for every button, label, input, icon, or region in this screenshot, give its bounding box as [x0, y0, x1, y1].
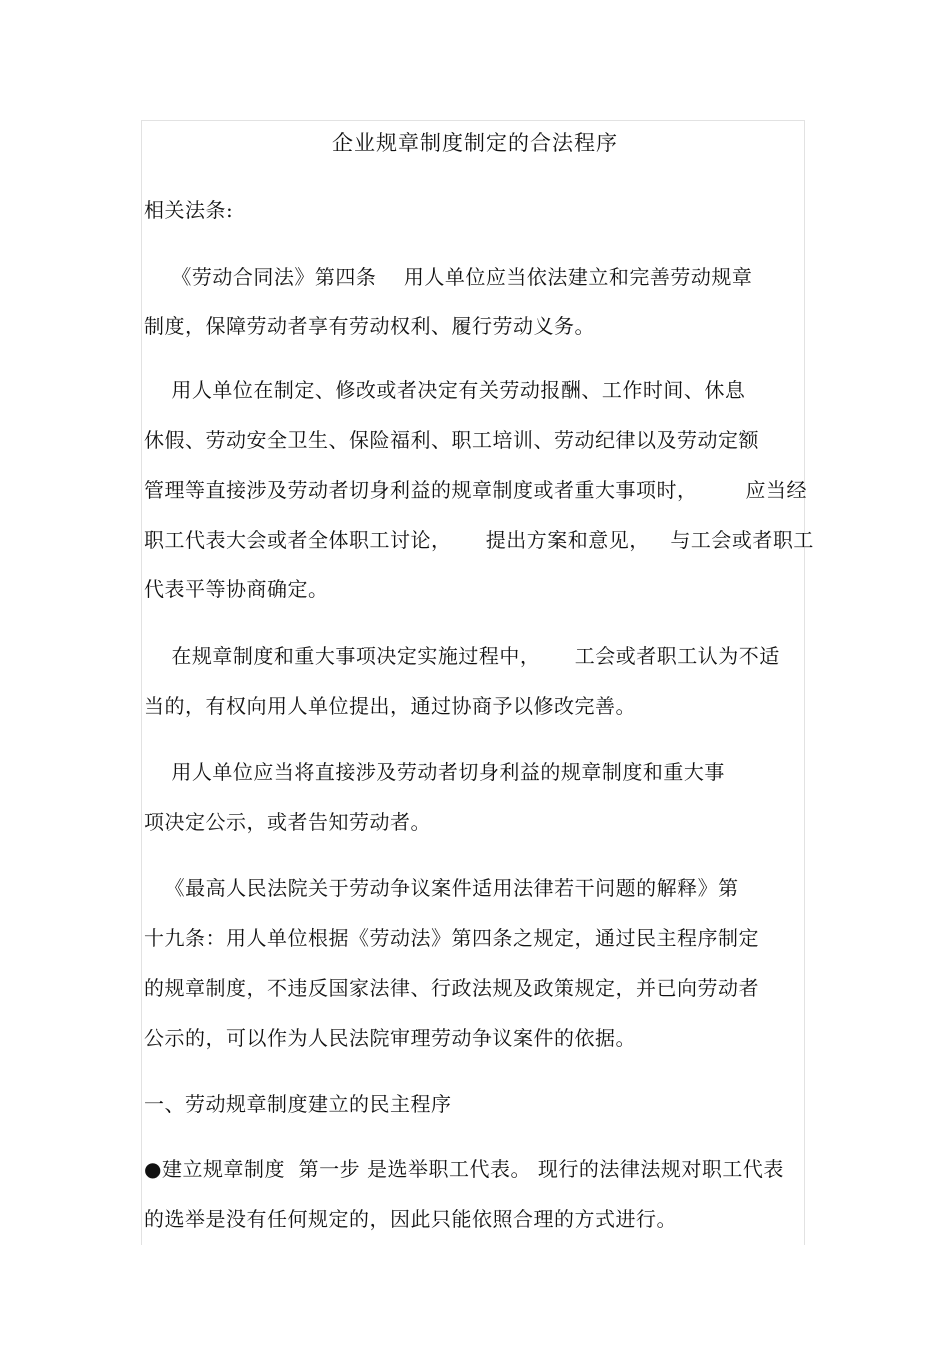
- paragraph-line: 管理等直接涉及劳动者切身利益的规章制度或者重大事项时， 应当经: [144, 478, 808, 502]
- paragraph-line: 当的，有权向用人单位提出，通过协商予以修改完善。: [144, 694, 636, 718]
- paragraph-line: 的选举是没有任何规定的，因此只能依照合理的方式进行。: [144, 1207, 677, 1231]
- related-law-heading: 相关法条:: [144, 198, 234, 222]
- paragraph-line: 代表平等协商确定。: [144, 577, 329, 601]
- paragraph-line: 在规章制度和重大事项决定实施过程中， 工会或者职工认为不适: [144, 644, 780, 668]
- paragraph-line: 用人单位应当将直接涉及劳动者切身利益的规章制度和重大事: [144, 760, 725, 784]
- document-title: 企业规章制度制定的合法程序: [332, 131, 618, 155]
- paragraph-line: 《最高人民法院关于劳动争议案件适用法律若干问题的解释》第: [144, 876, 739, 900]
- paragraph-line: 用人单位在制定、修改或者决定有关劳动报酬、工作时间、休息: [144, 378, 746, 402]
- paragraph-line: 项决定公示，或者告知劳动者。: [144, 810, 431, 834]
- paragraph-line: 休假、劳动安全卫生、保险福利、职工培训、劳动纪律以及劳动定额: [144, 428, 759, 452]
- paragraph-line: 职工代表大会或者全体职工讨论， 提出方案和意见， 与工会或者职工: [144, 528, 814, 552]
- paragraph-line: ●建立规章制度 第一步 是选举职工代表。 现行的法律法规对职工代表: [144, 1157, 784, 1181]
- paragraph-line: 十九条：用人单位根据《劳动法》第四条之规定，通过民主程序制定: [144, 926, 759, 950]
- paragraph-line: 的规章制度，不违反国家法律、行政法规及政策规定，并已向劳动者: [144, 976, 759, 1000]
- paragraph-line: 制度，保障劳动者享有劳动权利、履行劳动义务。: [144, 314, 595, 338]
- paragraph-line: 《劳动合同法》第四条 用人单位应当依法建立和完善劳动规章: [144, 265, 753, 289]
- paragraph-line: 公示的，可以作为人民法院审理劳动争议案件的依据。: [144, 1026, 636, 1050]
- section-heading: 一、劳动规章制度建立的民主程序: [144, 1092, 452, 1116]
